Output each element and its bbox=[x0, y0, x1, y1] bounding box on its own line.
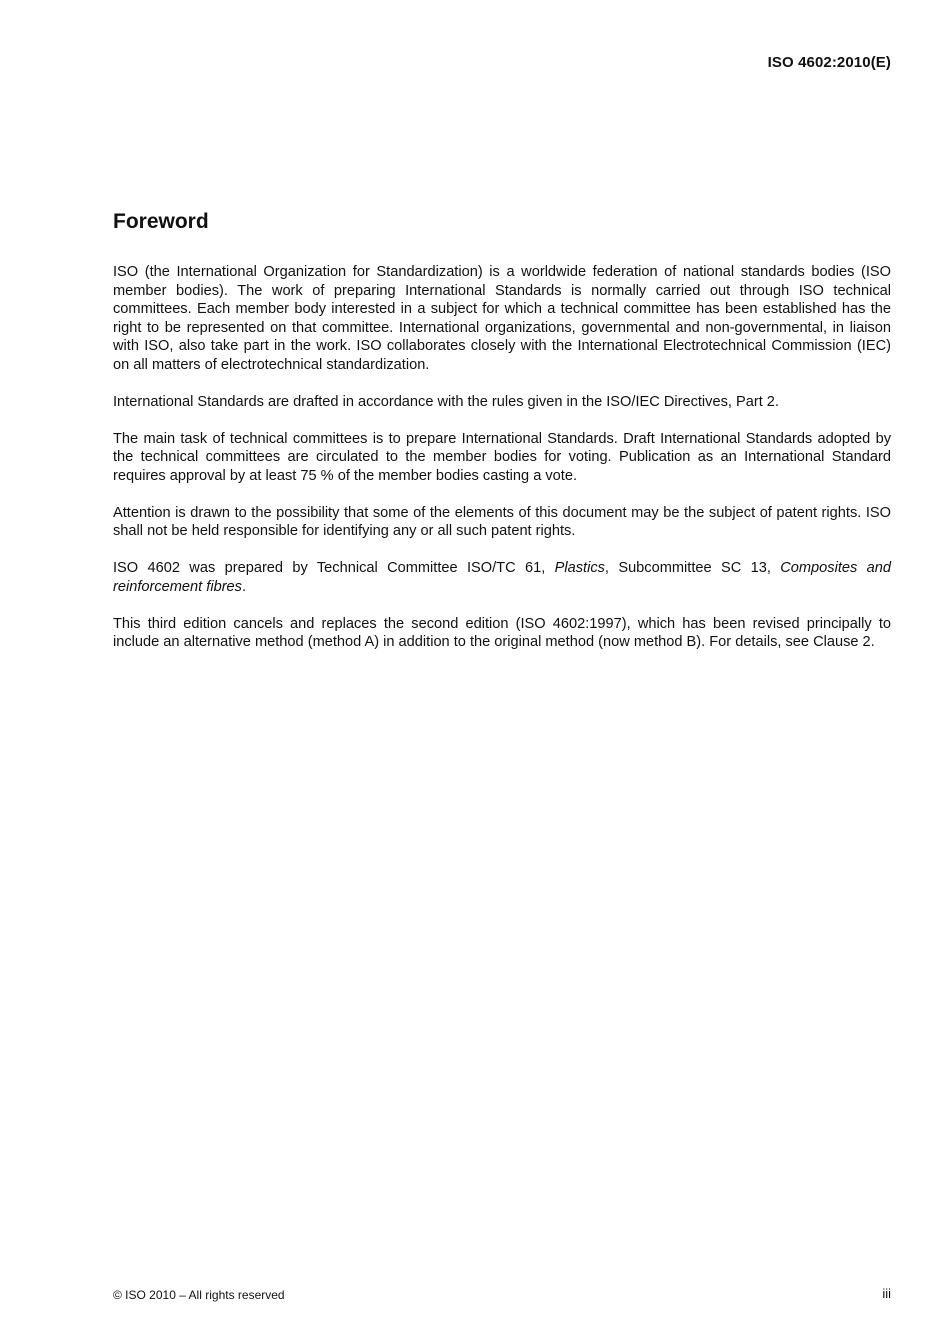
prepared-by-text: ISO 4602 was prepared by Technical Committee ISO/TC 61, bbox=[113, 560, 555, 576]
copyright-notice: © ISO 2010 – All rights reserved bbox=[113, 1288, 285, 1302]
paragraph-committee-task: The main task of technical committees is to prepare International Standards. Draft International Standards adopted by the technical committees are circulated to the member bodies for voting. Publication as an International Standard requires approval by at least 75 % of the member bodies casting a vote. bbox=[113, 430, 891, 484]
paragraph-iso-federation: ISO (the International Organization for Standardization) is a worldwide federation of national standards bodies (ISO member bodies). The work of preparing International Standards is normally carried out through ISO technical committees. Each member body interested in a subject for which a technical committee has been established has the right to be represented on that committee. International organizations, governmental and non-governmental, in liaison with ISO, also take part in the work. ISO collaborates closely with the International Electrotechnical Commission (IEC) on all matters of electrotechnical standardization. bbox=[113, 264, 891, 373]
subcommittee-text: , Subcommittee SC 13, bbox=[604, 560, 781, 576]
foreword-section bbox=[113, 206, 891, 670]
paragraph-edition-note: This third edition cancels and replaces the second edition (ISO 4602:1997), which has been revised principally to include an alternative method (method A) in addition to the original method (now method B). For details, see Clause 2. bbox=[113, 615, 891, 650]
foreword-title: Foreword bbox=[113, 210, 209, 233]
paragraph-drafting-rules: International Standards are drafted in accordance with the rules given in the ISO/IEC Directives, Part 2. bbox=[113, 393, 779, 410]
document-identifier: ISO 4602:2010(E) bbox=[767, 54, 891, 71]
page-number: iii bbox=[882, 1286, 891, 1301]
subcommittee-name: Composites and reinforcement fibres bbox=[113, 560, 891, 595]
paragraph-patent-rights: Attention is drawn to the possibility that some of the elements of this document may be the subject of patent rights. ISO shall not be held responsible for identifying any or all such patent rights. bbox=[113, 504, 891, 539]
paragraph-prepared-by bbox=[113, 559, 891, 596]
sentence-end: . bbox=[241, 578, 247, 595]
committee-name-plastics: Plastics bbox=[554, 560, 605, 576]
